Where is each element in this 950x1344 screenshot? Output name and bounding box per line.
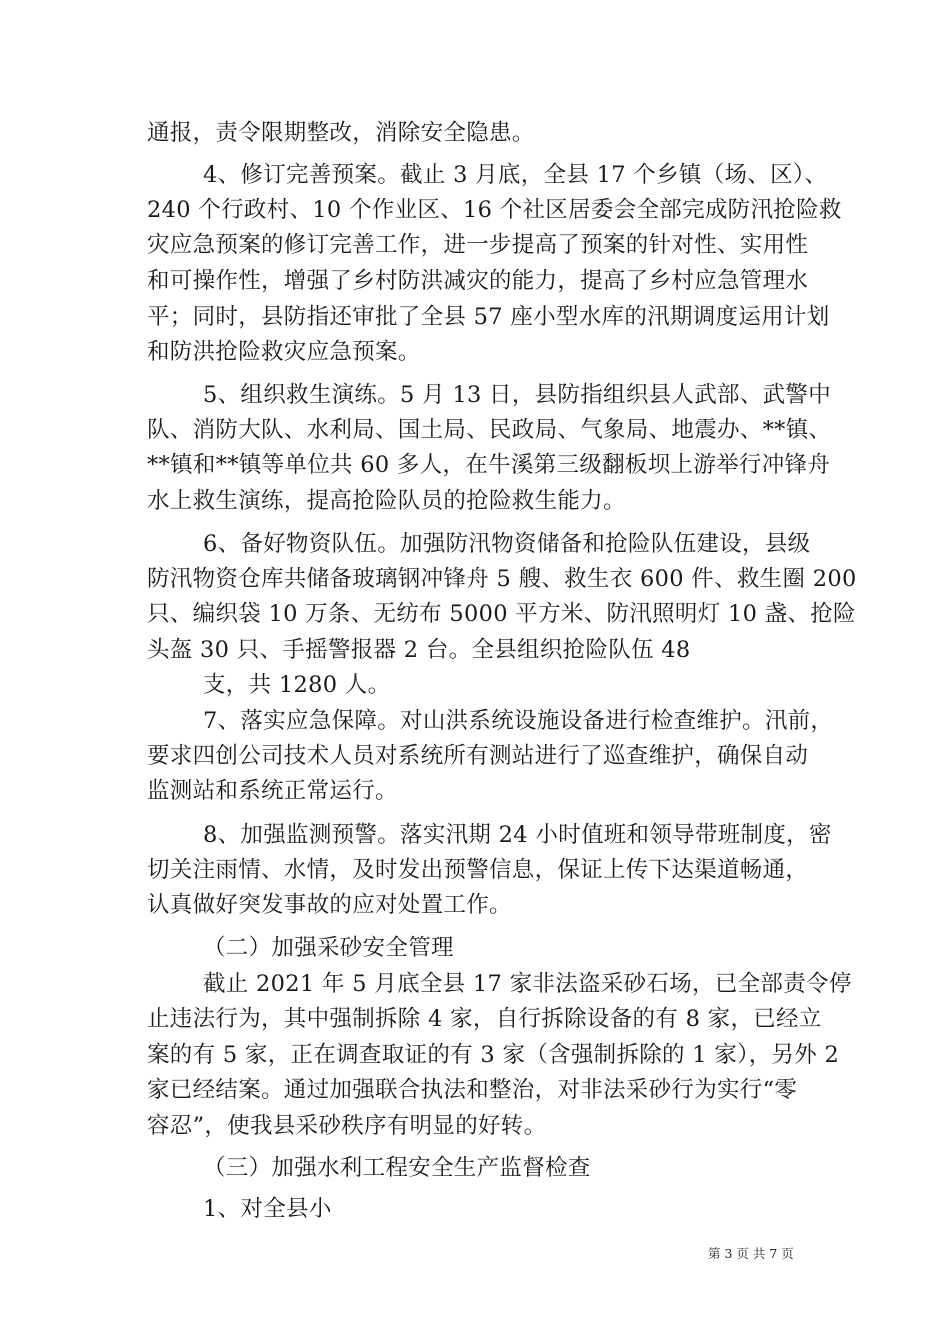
text-line: 截止 2021 年 5 月底全县 17 家非法盗采砂石场，已全部责令停	[203, 971, 852, 997]
text-line: 支，共 1280 人。	[203, 672, 391, 698]
text-line: **镇和**镇等单位共 60 多人，在牛溪第三级翻板坝上游举行冲锋舟	[147, 452, 831, 478]
text-line: 4、修订完善预案。截止 3 月底，全县 17 个乡镇（场、区）、	[203, 162, 828, 188]
text-line: 案的有 5 家，正在调查取证的有 3 家（含强制拆除的 1 家），另外 2	[147, 1042, 840, 1068]
text-line: 头盔 30 只、手摇警报器 2 台。全县组织抢险队伍 48	[147, 637, 691, 663]
page-number: 第 3 页 共 7 页	[708, 1246, 794, 1261]
text-line: 防汛物资仓库共储备玻璃钢冲锋舟 5 艘、救生衣 600 件、救生圈 200	[147, 566, 857, 592]
text-line: 8、加强监测预警。落实汛期 24 小时值班和领导带班制度，密	[203, 822, 832, 848]
text-line: 6、备好物资队伍。加强防汛物资储备和抢险队伍建设，县级	[203, 531, 811, 557]
text-line: 7、落实应急保障。对山洪系统设施设备进行检查维护。汛前，	[203, 708, 834, 734]
text-line: 要求四创公司技术人员对系统所有测站进行了巡查维护，确保自动	[147, 743, 809, 769]
text-line: 和防洪抢险救灾应急预案。	[147, 339, 421, 365]
text-line: 1、对全县小	[203, 1196, 332, 1222]
text-line: 认真做好突发事故的应对处置工作。	[147, 892, 512, 918]
text-line: 监测站和系统正常运行。	[147, 778, 398, 804]
text-line: 只、编织袋 10 万条、无纺布 5000 平方米、防汛照明灯 10 盏、抢险	[147, 601, 856, 627]
section-heading: （三）加强水利工程安全生产监督检查	[203, 1155, 591, 1181]
text-line: 队、消防大队、水利局、国土局、民政局、气象局、地震办、**镇、	[147, 417, 832, 443]
text-line: 通报，责令限期整改，消除安全隐患。	[147, 120, 535, 146]
text-line: 切关注雨情、水情，及时发出预警信息，保证上传下达渠道畅通，	[147, 857, 809, 883]
text-line: 240 个行政村、10 个作业区、16 个社区居委会全部完成防汛抢险救	[147, 197, 842, 223]
text-line: 和可操作性，增强了乡村防洪减灾的能力，提高了乡村应急管理水	[147, 268, 809, 294]
section-heading: （二）加强采砂安全管理	[203, 935, 454, 961]
text-line: 容忍”，使我县采砂秩序有明显的好转。	[147, 1113, 547, 1139]
text-line: 家已经结案。通过加强联合执法和整治，对非法采砂行为实行“零	[147, 1077, 798, 1103]
text-line: 灾应急预案的修订完善工作，进一步提高了预案的针对性、实用性	[147, 232, 809, 258]
text-line: 5、组织救生演练。5 月 13 日，县防指组织县人武部、武警中	[203, 382, 832, 408]
text-line: 止违法行为，其中强制拆除 4 家，自行拆除设备的有 8 家，已经立	[147, 1006, 822, 1032]
text-line: 水上救生演练，提高抢险队员的抢险救生能力。	[147, 488, 626, 514]
text-line: 平；同时，县防指还审批了全县 57 座小型水库的汛期调度运用计划	[147, 304, 830, 330]
